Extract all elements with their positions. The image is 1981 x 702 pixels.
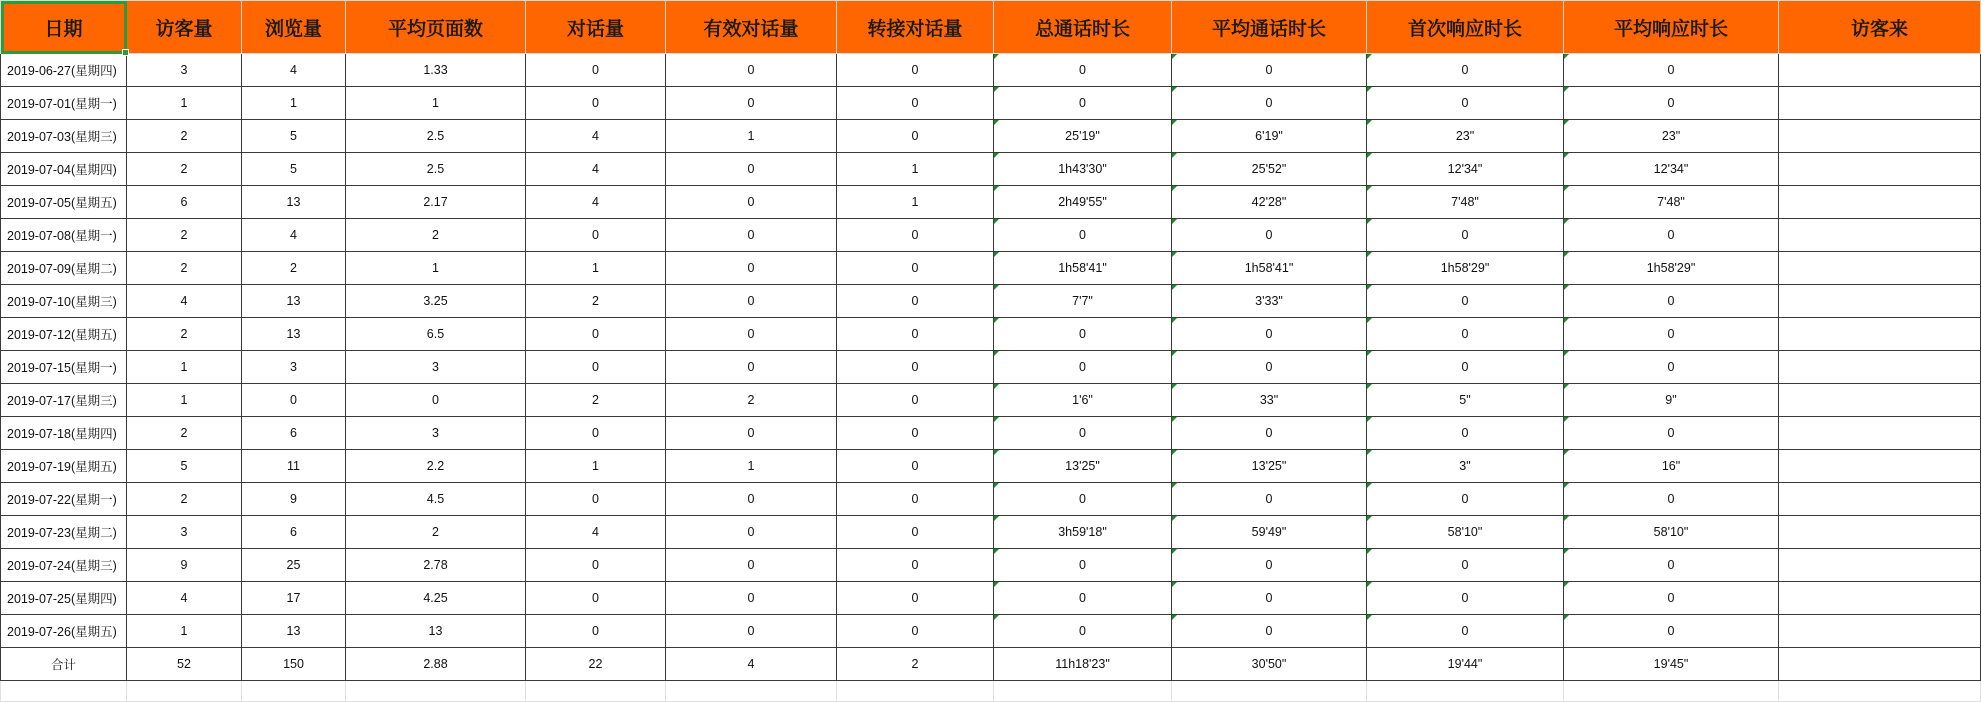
table-cell[interactable]: 6 (242, 516, 346, 549)
table-cell[interactable]: 0 (666, 252, 837, 285)
table-cell[interactable] (1779, 87, 1981, 120)
table-cell[interactable]: 5 (242, 120, 346, 153)
table-cell[interactable]: 0 (837, 285, 994, 318)
table-cell[interactable]: 0 (1367, 582, 1564, 615)
table-cell[interactable]: 13 (242, 615, 346, 648)
table-cell[interactable]: 3'33" (1172, 285, 1367, 318)
empty-cell[interactable] (127, 681, 242, 702)
table-cell[interactable]: 4.5 (346, 483, 526, 516)
table-cell[interactable]: 13 (242, 318, 346, 351)
total-cell[interactable]: 2 (837, 648, 994, 681)
date-cell[interactable]: 2019-07-04(星期四) (1, 153, 127, 186)
table-cell[interactable]: 0 (1564, 318, 1779, 351)
table-cell[interactable]: 0 (1564, 417, 1779, 450)
date-cell[interactable]: 2019-07-03(星期三) (1, 120, 127, 153)
table-cell[interactable]: 0 (666, 87, 837, 120)
table-cell[interactable]: 0 (837, 417, 994, 450)
date-cell[interactable]: 2019-07-01(星期一) (1, 87, 127, 120)
table-cell[interactable]: 1 (346, 252, 526, 285)
date-cell[interactable]: 2019-07-18(星期四) (1, 417, 127, 450)
table-cell[interactable]: 0 (242, 384, 346, 417)
table-cell[interactable]: 0 (526, 219, 666, 252)
table-cell[interactable]: 0 (526, 582, 666, 615)
table-cell[interactable]: 0 (837, 450, 994, 483)
total-label[interactable]: 合计 (1, 648, 127, 681)
empty-row (1, 681, 1981, 702)
table-cell[interactable]: 0 (1564, 615, 1779, 648)
table-cell[interactable]: 0 (526, 318, 666, 351)
table-cell[interactable]: 0 (994, 483, 1172, 516)
empty-cell[interactable] (837, 681, 994, 702)
table-cell[interactable]: 0 (526, 417, 666, 450)
empty-cell[interactable] (1564, 681, 1779, 702)
empty-cell[interactable] (346, 681, 526, 702)
date-cell[interactable]: 2019-07-17(星期三) (1, 384, 127, 417)
table-cell[interactable]: 0 (837, 318, 994, 351)
table-cell[interactable]: 1 (666, 120, 837, 153)
table-cell[interactable]: 0 (1172, 318, 1367, 351)
table-row (1, 417, 1981, 450)
table-cell[interactable]: 3h59'18" (994, 516, 1172, 549)
table-cell[interactable]: 0 (1367, 54, 1564, 87)
table-cell[interactable]: 2.2 (346, 450, 526, 483)
table-cell[interactable]: 23" (1367, 120, 1564, 153)
empty-cell[interactable] (1, 681, 127, 702)
table-cell[interactable]: 0 (994, 417, 1172, 450)
table-cell[interactable]: 3 (346, 351, 526, 384)
table-cell[interactable]: 0 (837, 351, 994, 384)
table-cell[interactable]: 0 (1172, 483, 1367, 516)
table-cell[interactable]: 0 (837, 516, 994, 549)
table-cell[interactable]: 0 (666, 153, 837, 186)
column-header-5[interactable]: 有效对话量 (666, 1, 837, 54)
table-cell[interactable]: 13'25" (994, 450, 1172, 483)
table-cell[interactable]: 0 (1367, 351, 1564, 384)
table-cell[interactable]: 0 (666, 615, 837, 648)
table-cell[interactable]: 0 (1172, 87, 1367, 120)
table-cell[interactable]: 0 (666, 582, 837, 615)
total-cell[interactable]: 150 (242, 648, 346, 681)
table-cell[interactable]: 6'19" (1172, 120, 1367, 153)
table-row (1, 219, 1981, 252)
table-cell[interactable]: 0 (666, 549, 837, 582)
table-cell[interactable]: 0 (1172, 549, 1367, 582)
table-cell[interactable]: 0 (526, 54, 666, 87)
table-cell[interactable]: 0 (994, 54, 1172, 87)
table-cell[interactable]: 2 (242, 252, 346, 285)
empty-cell[interactable] (1367, 681, 1564, 702)
table-cell[interactable]: 0 (1367, 549, 1564, 582)
table-row (1, 285, 1981, 318)
date-cell[interactable]: 2019-06-27(星期四) (1, 54, 127, 87)
table-row (1, 516, 1981, 549)
table-cell[interactable]: 25'52" (1172, 153, 1367, 186)
table-cell[interactable]: 3 (127, 54, 242, 87)
table-cell[interactable]: 4 (526, 153, 666, 186)
table-row (1, 450, 1981, 483)
table-cell[interactable] (1779, 384, 1981, 417)
table-cell[interactable]: 0 (1367, 417, 1564, 450)
table-cell[interactable]: 0 (666, 417, 837, 450)
table-cell[interactable]: 0 (837, 549, 994, 582)
table-cell[interactable]: 7'7" (994, 285, 1172, 318)
total-cell[interactable]: 19'45" (1564, 648, 1779, 681)
table-cell[interactable]: 0 (1367, 87, 1564, 120)
total-cell[interactable]: 11h18'23" (994, 648, 1172, 681)
total-cell[interactable]: 4 (666, 648, 837, 681)
date-cell[interactable]: 2019-07-19(星期五) (1, 450, 127, 483)
total-cell[interactable]: 22 (526, 648, 666, 681)
table-cell[interactable]: 3 (127, 516, 242, 549)
table-cell[interactable]: 0 (666, 54, 837, 87)
table-cell[interactable]: 0 (1564, 87, 1779, 120)
table-cell[interactable]: 2 (127, 318, 242, 351)
table-cell[interactable]: 1 (127, 351, 242, 384)
table-cell[interactable]: 4.25 (346, 582, 526, 615)
table-cell[interactable]: 0 (346, 384, 526, 417)
table-cell[interactable]: 2.5 (346, 120, 526, 153)
table-cell[interactable]: 6 (127, 186, 242, 219)
table-cell[interactable]: 0 (837, 582, 994, 615)
table-cell[interactable] (1779, 351, 1981, 384)
table-cell[interactable]: 25 (242, 549, 346, 582)
date-cell[interactable]: 2019-07-24(星期三) (1, 549, 127, 582)
table-cell[interactable]: 2 (526, 384, 666, 417)
table-cell[interactable]: 2 (127, 417, 242, 450)
table-cell[interactable]: 0 (837, 252, 994, 285)
table-cell[interactable]: 1h58'41" (994, 252, 1172, 285)
table-row (1, 252, 1981, 285)
empty-cell[interactable] (1172, 681, 1367, 702)
table-cell[interactable]: 2 (526, 285, 666, 318)
column-header-0[interactable]: 日期 (1, 1, 127, 54)
table-cell[interactable]: 1h58'41" (1172, 252, 1367, 285)
table-cell[interactable]: 13 (346, 615, 526, 648)
date-cell[interactable]: 2019-07-23(星期二) (1, 516, 127, 549)
table-cell[interactable]: 9 (242, 483, 346, 516)
table-cell[interactable]: 0 (526, 483, 666, 516)
table-cell[interactable]: 0 (837, 54, 994, 87)
table-cell[interactable]: 0 (666, 351, 837, 384)
table-cell[interactable]: 2 (127, 252, 242, 285)
table-row (1, 582, 1981, 615)
table-cell[interactable]: 0 (666, 219, 837, 252)
table-cell[interactable] (1779, 549, 1981, 582)
table-cell[interactable]: 2 (127, 153, 242, 186)
table-cell[interactable]: 23" (1564, 120, 1779, 153)
table-cell[interactable]: 58'10" (1367, 516, 1564, 549)
table-cell[interactable]: 3" (1367, 450, 1564, 483)
table-cell[interactable]: 0 (1564, 54, 1779, 87)
table-cell[interactable]: 0 (837, 615, 994, 648)
table-cell[interactable]: 5" (1367, 384, 1564, 417)
table-cell[interactable]: 0 (1172, 615, 1367, 648)
table-cell[interactable]: 1 (837, 186, 994, 219)
table-cell[interactable]: 0 (1367, 615, 1564, 648)
table-cell[interactable]: 13'25" (1172, 450, 1367, 483)
total-cell[interactable]: 30'50" (1172, 648, 1367, 681)
table-cell[interactable]: 16" (1564, 450, 1779, 483)
table-cell[interactable]: 0 (1172, 219, 1367, 252)
column-header-9[interactable]: 首次响应时长 (1367, 1, 1564, 54)
table-cell[interactable] (1779, 54, 1981, 87)
table-cell[interactable]: 0 (666, 483, 837, 516)
table-cell[interactable] (1779, 582, 1981, 615)
empty-cell[interactable] (1779, 681, 1981, 702)
table-cell[interactable]: 2.17 (346, 186, 526, 219)
table-cell[interactable]: 0 (1564, 219, 1779, 252)
date-cell[interactable]: 2019-07-15(星期一) (1, 351, 127, 384)
empty-cell[interactable] (666, 681, 837, 702)
column-header-4[interactable]: 对话量 (526, 1, 666, 54)
table-row (1, 483, 1981, 516)
table-cell[interactable]: 0 (1564, 549, 1779, 582)
table-cell[interactable]: 0 (1172, 417, 1367, 450)
table-cell[interactable]: 4 (526, 516, 666, 549)
table-cell[interactable]: 7'48" (1564, 186, 1779, 219)
table-cell[interactable]: 1 (346, 87, 526, 120)
total-cell[interactable]: 52 (127, 648, 242, 681)
table-cell[interactable]: 2 (127, 120, 242, 153)
table-cell[interactable]: 0 (837, 483, 994, 516)
table-cell[interactable]: 0 (526, 549, 666, 582)
column-header-3[interactable]: 平均页面数 (346, 1, 526, 54)
table-cell[interactable] (1779, 450, 1981, 483)
table-cell[interactable]: 1h43'30" (994, 153, 1172, 186)
table-cell[interactable]: 42'28" (1172, 186, 1367, 219)
table-cell[interactable]: 0 (1172, 582, 1367, 615)
table-cell[interactable]: 0 (994, 351, 1172, 384)
table-cell[interactable]: 0 (994, 87, 1172, 120)
table-cell[interactable]: 1 (127, 615, 242, 648)
table-cell[interactable]: 4 (526, 120, 666, 153)
table-cell[interactable]: 0 (994, 219, 1172, 252)
table-cell[interactable]: 0 (994, 615, 1172, 648)
table-cell[interactable] (1779, 219, 1981, 252)
table-cell[interactable]: 0 (994, 582, 1172, 615)
table-cell[interactable]: 1 (127, 384, 242, 417)
table-cell[interactable]: 2 (666, 384, 837, 417)
table-row (1, 153, 1981, 186)
total-cell[interactable]: 19'44" (1367, 648, 1564, 681)
table-cell[interactable]: 1h58'29" (1564, 252, 1779, 285)
table-cell[interactable]: 1 (242, 87, 346, 120)
table-cell[interactable]: 0 (837, 384, 994, 417)
table-cell[interactable]: 0 (1172, 54, 1367, 87)
table-cell[interactable]: 4 (242, 54, 346, 87)
table-cell[interactable]: 0 (526, 615, 666, 648)
table-cell[interactable]: 0 (1172, 351, 1367, 384)
table-cell[interactable]: 2 (127, 483, 242, 516)
table-cell[interactable]: 1 (666, 450, 837, 483)
table-cell[interactable]: 0 (666, 285, 837, 318)
table-cell[interactable]: 0 (1564, 483, 1779, 516)
table-cell[interactable]: 5 (242, 153, 346, 186)
table-cell[interactable]: 1 (526, 252, 666, 285)
table-cell[interactable]: 2 (346, 219, 526, 252)
table-cell[interactable]: 2h49'55" (994, 186, 1172, 219)
date-cell[interactable]: 2019-07-05(星期五) (1, 186, 127, 219)
table-cell[interactable]: 6.5 (346, 318, 526, 351)
column-header-8[interactable]: 平均通话时长 (1172, 1, 1367, 54)
total-row (1, 648, 1981, 681)
table-cell[interactable] (1779, 615, 1981, 648)
table-cell[interactable]: 13 (242, 186, 346, 219)
table-cell[interactable]: 7'48" (1367, 186, 1564, 219)
table-cell[interactable] (1779, 186, 1981, 219)
column-header-2[interactable]: 浏览量 (242, 1, 346, 54)
table-cell[interactable]: 2 (127, 219, 242, 252)
column-header-11[interactable]: 访客来 (1779, 1, 1981, 54)
table-cell[interactable] (1779, 285, 1981, 318)
table-cell[interactable]: 1.33 (346, 54, 526, 87)
table-cell[interactable]: 4 (242, 219, 346, 252)
table-cell[interactable]: 2.5 (346, 153, 526, 186)
table-cell[interactable]: 0 (1367, 219, 1564, 252)
table-row (1, 549, 1981, 582)
table-cell[interactable]: 9 (127, 549, 242, 582)
table-cell[interactable]: 1 (837, 153, 994, 186)
table-cell[interactable]: 0 (1564, 351, 1779, 384)
empty-cell[interactable] (994, 681, 1172, 702)
table-cell[interactable]: 17 (242, 582, 346, 615)
date-cell[interactable]: 2019-07-10(星期三) (1, 285, 127, 318)
table-cell[interactable]: 13 (242, 285, 346, 318)
table-cell[interactable]: 5 (127, 450, 242, 483)
table-cell[interactable]: 0 (526, 87, 666, 120)
table-cell[interactable]: 0 (1564, 285, 1779, 318)
table-cell[interactable]: 0 (1564, 582, 1779, 615)
table-cell[interactable] (1779, 483, 1981, 516)
table-cell[interactable]: 3 (242, 351, 346, 384)
empty-cell[interactable] (242, 681, 346, 702)
table-cell[interactable]: 25'19" (994, 120, 1172, 153)
table-cell[interactable]: 0 (837, 87, 994, 120)
table-row (1, 318, 1981, 351)
table-cell[interactable]: 0 (994, 549, 1172, 582)
table-row (1, 384, 1981, 417)
empty-cell[interactable] (526, 681, 666, 702)
table-cell[interactable]: 2.78 (346, 549, 526, 582)
date-cell[interactable]: 2019-07-08(星期一) (1, 219, 127, 252)
table-cell[interactable]: 4 (127, 582, 242, 615)
table-cell[interactable] (1779, 153, 1981, 186)
date-cell[interactable]: 2019-07-12(星期五) (1, 318, 127, 351)
table-cell[interactable] (1779, 120, 1981, 153)
table-cell[interactable]: 6 (242, 417, 346, 450)
date-cell[interactable]: 2019-07-09(星期二) (1, 252, 127, 285)
table-cell[interactable]: 58'10" (1564, 516, 1779, 549)
table-cell[interactable]: 4 (127, 285, 242, 318)
table-cell[interactable]: 11 (242, 450, 346, 483)
column-header-10[interactable]: 平均响应时长 (1564, 1, 1779, 54)
table-row (1, 615, 1981, 648)
table-cell[interactable] (1779, 516, 1981, 549)
table-cell[interactable]: 1h58'29" (1367, 252, 1564, 285)
table-cell[interactable]: 0 (666, 318, 837, 351)
table-row (1, 120, 1981, 153)
table-cell[interactable]: 59'49" (1172, 516, 1367, 549)
table-cell[interactable] (1779, 417, 1981, 450)
table-cell[interactable]: 0 (1367, 285, 1564, 318)
table-cell[interactable] (1779, 252, 1981, 285)
table-cell[interactable]: 4 (526, 186, 666, 219)
table-cell[interactable] (1779, 318, 1981, 351)
table-cell[interactable]: 2 (346, 516, 526, 549)
table-cell[interactable]: 1 (127, 87, 242, 120)
table-row (1, 87, 1981, 120)
date-cell[interactable]: 2019-07-22(星期一) (1, 483, 127, 516)
table-cell[interactable]: 3 (346, 417, 526, 450)
table-cell[interactable]: 0 (837, 120, 994, 153)
total-cell[interactable] (1779, 648, 1981, 681)
table-cell[interactable]: 0 (1367, 318, 1564, 351)
table-cell[interactable]: 0 (1367, 483, 1564, 516)
date-cell[interactable]: 2019-07-26(星期五) (1, 615, 127, 648)
table-cell[interactable]: 12'34" (1564, 153, 1779, 186)
column-header-6[interactable]: 转接对话量 (837, 1, 994, 54)
table-row (1, 54, 1981, 87)
table-cell[interactable]: 0 (666, 516, 837, 549)
table-row (1, 351, 1981, 384)
table-cell[interactable]: 0 (837, 219, 994, 252)
table-cell[interactable]: 12'34" (1367, 153, 1564, 186)
header-row (1, 1, 1981, 54)
table-cell[interactable]: 0 (666, 186, 837, 219)
table-row (1, 186, 1981, 219)
total-cell[interactable]: 2.88 (346, 648, 526, 681)
table-cell[interactable]: 1'6" (994, 384, 1172, 417)
table-cell[interactable]: 9" (1564, 384, 1779, 417)
table-cell[interactable]: 1 (526, 450, 666, 483)
table-cell[interactable]: 0 (994, 318, 1172, 351)
column-header-1[interactable]: 访客量 (127, 1, 242, 54)
date-cell[interactable]: 2019-07-25(星期四) (1, 582, 127, 615)
table-cell[interactable]: 3.25 (346, 285, 526, 318)
table-cell[interactable]: 33" (1172, 384, 1367, 417)
table-cell[interactable]: 0 (526, 351, 666, 384)
column-header-7[interactable]: 总通话时长 (994, 1, 1172, 54)
